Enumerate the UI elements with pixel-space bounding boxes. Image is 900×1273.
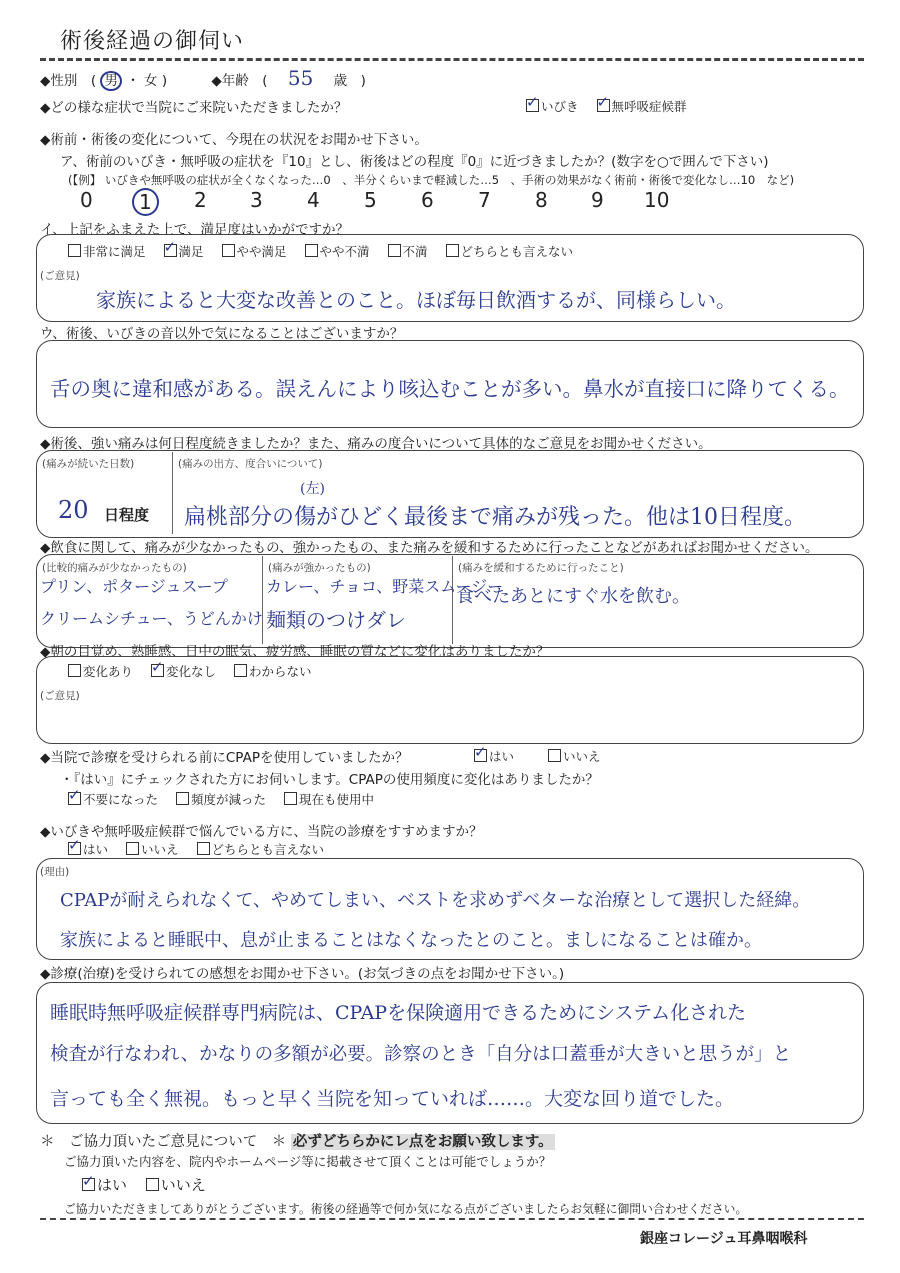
- q6-sub-text: ・『はい』にチェックされた方にお伺いします。CPAPの使用頻度に変化はありましたか？: [60, 772, 599, 788]
- q7-reason-line1[interactable]: CPAPが耐えられなくて、やめてしまい、ベストを求めずベターな治療として選択した経緯。: [60, 890, 811, 911]
- satisfaction-satisfied[interactable]: ✓ 満足: [164, 242, 204, 260]
- pain-degree-label: (痛みの出方、度合いについて): [178, 458, 323, 470]
- food-col2-line2[interactable]: 麺類のつけダレ: [266, 608, 406, 632]
- q7-reason-line2[interactable]: 家族によると睡眠中、息が止まることはなくなったとのこと。ましになることは確か。: [60, 930, 762, 951]
- q8-text: ◆診療(治療)を受けられての感想をお聞かせ下さい。(お気づきの点をお聞かせ下さい。): [40, 966, 565, 982]
- scale-8[interactable]: 8: [535, 188, 548, 212]
- q6-sub-options: [68, 790, 388, 808]
- q2-u-text: ウ、術後、いびきの音以外で気になることはございますか？: [40, 326, 404, 342]
- q6-sub-option-unnecessary[interactable]: ✓不要になった: [68, 790, 158, 808]
- clinic-name: 銀座コレージュ耳鼻咽喉科: [640, 1231, 808, 1247]
- pain-days-unit: 日程度: [104, 506, 150, 524]
- checkbox-icon: [222, 244, 235, 257]
- q6-option-no[interactable]: いいえ: [548, 747, 601, 765]
- consent-option-no[interactable]: いいえ: [146, 1174, 206, 1195]
- sex-option-female[interactable]: 女: [144, 73, 158, 89]
- food-col1-line1[interactable]: プリン、ポタージュスープ: [40, 577, 228, 596]
- footer-divider: [40, 1218, 864, 1220]
- q6-options: [474, 747, 615, 765]
- u-answer[interactable]: 舌の奥に違和感がある。誤えんにより咳込むことが多い。鼻水が直接口に降りてくる。: [50, 377, 850, 401]
- scale-0[interactable]: 0: [80, 188, 93, 212]
- scale-7[interactable]: 7: [478, 188, 491, 212]
- sex-label: ◆性別 (: [40, 73, 97, 89]
- pain-days-label: (痛みが続いた日数): [42, 458, 135, 470]
- food-col1-label: (比較的痛みが少なかったもの): [42, 562, 187, 574]
- q6-sub-option-still-using[interactable]: 現在も使用中: [284, 790, 374, 808]
- q2-i-text: イ、上記をふまえた上で、満足度はいかがですか？: [40, 222, 350, 238]
- q8-line3[interactable]: 言っても全く無視。もっと早く当院を知っていれば……。大変な回り道でした。: [50, 1088, 735, 1110]
- q3-text: ◆術後、強い痛みは何日程度続きましたか？また、痛みの度合いについて具体的なご意見をお聞かせください。: [40, 436, 712, 452]
- food-col1-line2[interactable]: クリームシチュー、うどんかけ: [40, 609, 263, 628]
- checkbox-icon: [68, 842, 81, 855]
- checkbox-icon: [597, 99, 610, 112]
- checkbox-icon: [234, 664, 247, 677]
- q7-option-neither[interactable]: どちらとも言えない: [197, 840, 325, 858]
- pain-days-value[interactable]: 20: [58, 496, 89, 524]
- q2-scale: [0, 188, 900, 218]
- scale-6[interactable]: 6: [421, 188, 434, 212]
- q5-option-no-change[interactable]: ✓ 変化なし: [151, 662, 216, 680]
- q5-options: [68, 662, 326, 680]
- page-title: 術後経過の御伺い: [60, 29, 245, 54]
- q6-text: ◆当院で診療を受けられる前にCPAPを使用していましたか？: [40, 750, 409, 766]
- checkbox-icon: [68, 244, 81, 257]
- age-value[interactable]: 55: [287, 66, 314, 90]
- food-col3-label: (痛みを緩和するために行ったこと): [458, 562, 624, 574]
- q5-option-unknown[interactable]: わからない: [234, 662, 312, 680]
- consent-title-1: ＊ ご協力頂いたご意見について ＊: [40, 1134, 287, 1150]
- pain-degree-answer[interactable]: 扁桃部分の傷がひどく最後まで痛みが残った。他は10日程度。: [184, 505, 806, 530]
- consent-question: ご協力頂いた内容を、院内やホームページ等に掲載させて頂くことは可能でしょうか？: [64, 1154, 552, 1169]
- pain-note-left[interactable]: (左): [300, 481, 325, 497]
- food-col3-line1[interactable]: 食べたあとにすぐ水を飲む。: [456, 586, 690, 607]
- scale-4[interactable]: 4: [307, 188, 320, 212]
- checkbox-icon: [446, 244, 459, 257]
- q6-option-yes[interactable]: ✓ はい: [474, 747, 514, 765]
- sex-close: ): [161, 73, 168, 89]
- q5-option-changed[interactable]: 変化あり: [68, 662, 133, 680]
- checkbox-icon: [68, 792, 81, 805]
- consent-title: [40, 1130, 555, 1151]
- sex-age-row: [40, 66, 366, 90]
- checkbox-icon: [151, 664, 164, 677]
- scale-10[interactable]: 10: [644, 188, 670, 212]
- satisfaction-very-satisfied[interactable]: 非常に満足: [68, 242, 146, 260]
- q7-options: [68, 840, 338, 858]
- pain-divider: [172, 452, 173, 534]
- food-col2-label: (痛みが強かったもの): [268, 562, 371, 574]
- checkbox-icon: [474, 749, 487, 762]
- food-divider-2: [452, 556, 453, 644]
- scale-5[interactable]: 5: [364, 188, 377, 212]
- satisfaction-options: [68, 242, 587, 260]
- q1-option-apnea[interactable]: ✓ 無呼吸症候群: [597, 97, 687, 115]
- satisfaction-somewhat-satisfied[interactable]: やや満足: [222, 242, 287, 260]
- satisfaction-somewhat-dissatisfied[interactable]: やや不満: [305, 242, 370, 260]
- q6-sub-option-reduced[interactable]: 頻度が減った: [176, 790, 266, 808]
- checkbox-icon: [284, 792, 297, 805]
- q8-line2[interactable]: 検査が行なわれ、かなりの多額が必要。診察のとき「自分は口蓋垂が大きいと思うが」と: [50, 1044, 792, 1065]
- q4-text: ◆飲食に関して、痛みが少なかったもの、強かったもの、また痛みを緩和するために行ったことなどがあればお聞かせください。: [40, 540, 819, 556]
- checkbox-icon: [526, 99, 539, 112]
- q7-option-no[interactable]: いいえ: [126, 840, 179, 858]
- consent-options: [82, 1174, 220, 1195]
- sex-separator: ・: [126, 73, 140, 89]
- satisfaction-dissatisfied[interactable]: 不満: [388, 242, 428, 260]
- checkbox-icon: [197, 842, 210, 855]
- q7-reason-label: (理由): [40, 866, 70, 878]
- title-divider: [40, 58, 864, 61]
- q5-text: ◆朝の目覚め、熟睡感、日中の眠気、疲労感、睡眠の質などに変化はありましたか？: [40, 644, 550, 660]
- q1-options: [526, 97, 701, 115]
- scale-2[interactable]: 2: [194, 188, 207, 212]
- checkbox-icon: [164, 244, 177, 257]
- opinion-label: (ご意見): [40, 270, 80, 282]
- checkbox-icon: [68, 664, 81, 677]
- food-divider-1: [262, 556, 263, 644]
- q2-example: (【例】 いびきや無呼吸の症状が全くなくなった…0 、半分くらいまで軽減した…5 、手術の効果がなく術前・術後で変化なし…10 など): [68, 173, 795, 187]
- sex-option-male[interactable]: 男: [100, 71, 122, 91]
- q2-a-text: ア、術前のいびき・無呼吸の症状を『10』とし、術後はどの程度『0』に近づきましたか？(数字を○で囲んで下さい): [60, 154, 769, 170]
- q7-option-yes[interactable]: ✓はい: [68, 840, 108, 858]
- checkbox-icon: [388, 244, 401, 257]
- consent-title-2: 必ずどちらかにレ点をお願い致します。: [292, 1134, 553, 1150]
- checkbox-icon: [126, 842, 139, 855]
- scale-3[interactable]: 3: [250, 188, 263, 212]
- satisfaction-neither[interactable]: どちらとも言えない: [446, 242, 574, 260]
- thanks-text: ご協力いただきましてありがとうございます。術後の経過等で何か気になる点がございましたらお気軽に御問い合わせください。: [64, 1202, 748, 1216]
- scale-1[interactable]: 1: [132, 188, 159, 216]
- checkbox-icon: [82, 1178, 95, 1191]
- q8-line1[interactable]: 睡眠時無呼吸症候群専門病院は、CPAPを保険適用できるためにシステム化された: [50, 1002, 747, 1024]
- opinion-answer[interactable]: 家族によると大変な改善とのこと。ほぼ毎日飲酒するが、同様らしい。: [96, 288, 736, 312]
- q1-option-snoring[interactable]: ✓ いびき: [526, 97, 579, 115]
- checkbox-icon: [146, 1178, 159, 1191]
- q7-text: ◆いびきや無呼吸症候群で悩んでいる方に、当院の診療をすすめますか？: [40, 824, 483, 840]
- checkbox-icon: [548, 749, 561, 762]
- food-col2-line1[interactable]: カレー、チョコ、野菜スムージー: [266, 577, 504, 596]
- consent-option-yes[interactable]: ✓はい: [82, 1174, 127, 1195]
- age-label: ◆年齢 (: [211, 73, 268, 89]
- age-unit: 歳 ): [333, 73, 366, 89]
- scale-9[interactable]: 9: [591, 188, 604, 212]
- q2-text: ◆術前・術後の変化について、今現在の状況をお聞かせ下さい。: [40, 132, 428, 148]
- q1-text: ◆どの様な症状で当院にご来院いただきましたか？: [40, 100, 348, 116]
- checkbox-icon: [305, 244, 318, 257]
- checkbox-icon: [176, 792, 189, 805]
- q5-opinion-label: (ご意見): [40, 690, 80, 702]
